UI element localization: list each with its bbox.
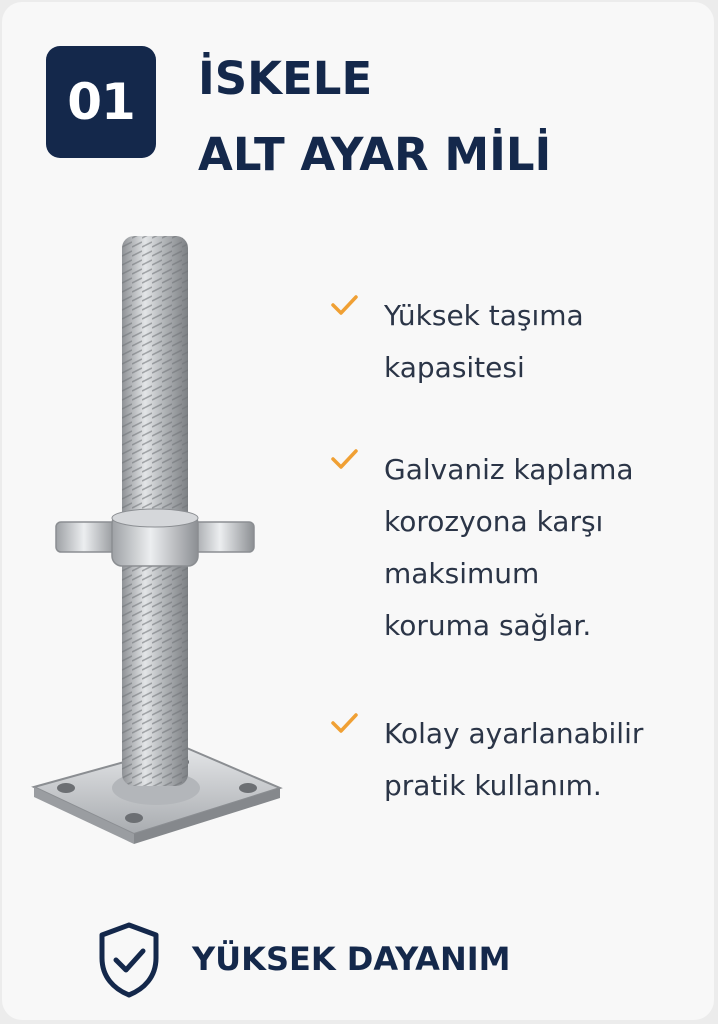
feature-1-line-2: kapasitesi — [384, 351, 525, 384]
feature-3-line-2: pratik kullanım. — [384, 769, 602, 802]
check-icon — [328, 446, 360, 472]
feature-1-line-1: Yüksek taşıma — [384, 299, 584, 332]
check-icon — [328, 292, 360, 318]
badge-number: 01 — [67, 73, 135, 131]
scaffold-jack-image — [22, 222, 302, 862]
shield-check-icon — [96, 920, 162, 1000]
title-line-1: İSKELE — [198, 52, 373, 105]
footer-label: YÜKSEK DAYANIM — [192, 940, 511, 978]
feature-2-line-1: Galvaniz kaplama — [384, 453, 634, 486]
product-card — [2, 2, 714, 1020]
number-badge — [46, 46, 156, 158]
feature-2-line-2: korozyona karşı — [384, 505, 604, 538]
check-icon — [328, 710, 360, 736]
title-line-2: ALT AYAR MİLİ — [198, 128, 552, 181]
feature-2-line-3: maksimum — [384, 557, 540, 590]
feature-2-line-4: koruma sağlar. — [384, 609, 592, 642]
feature-3-line-1: Kolay ayarlanabilir — [384, 717, 644, 750]
